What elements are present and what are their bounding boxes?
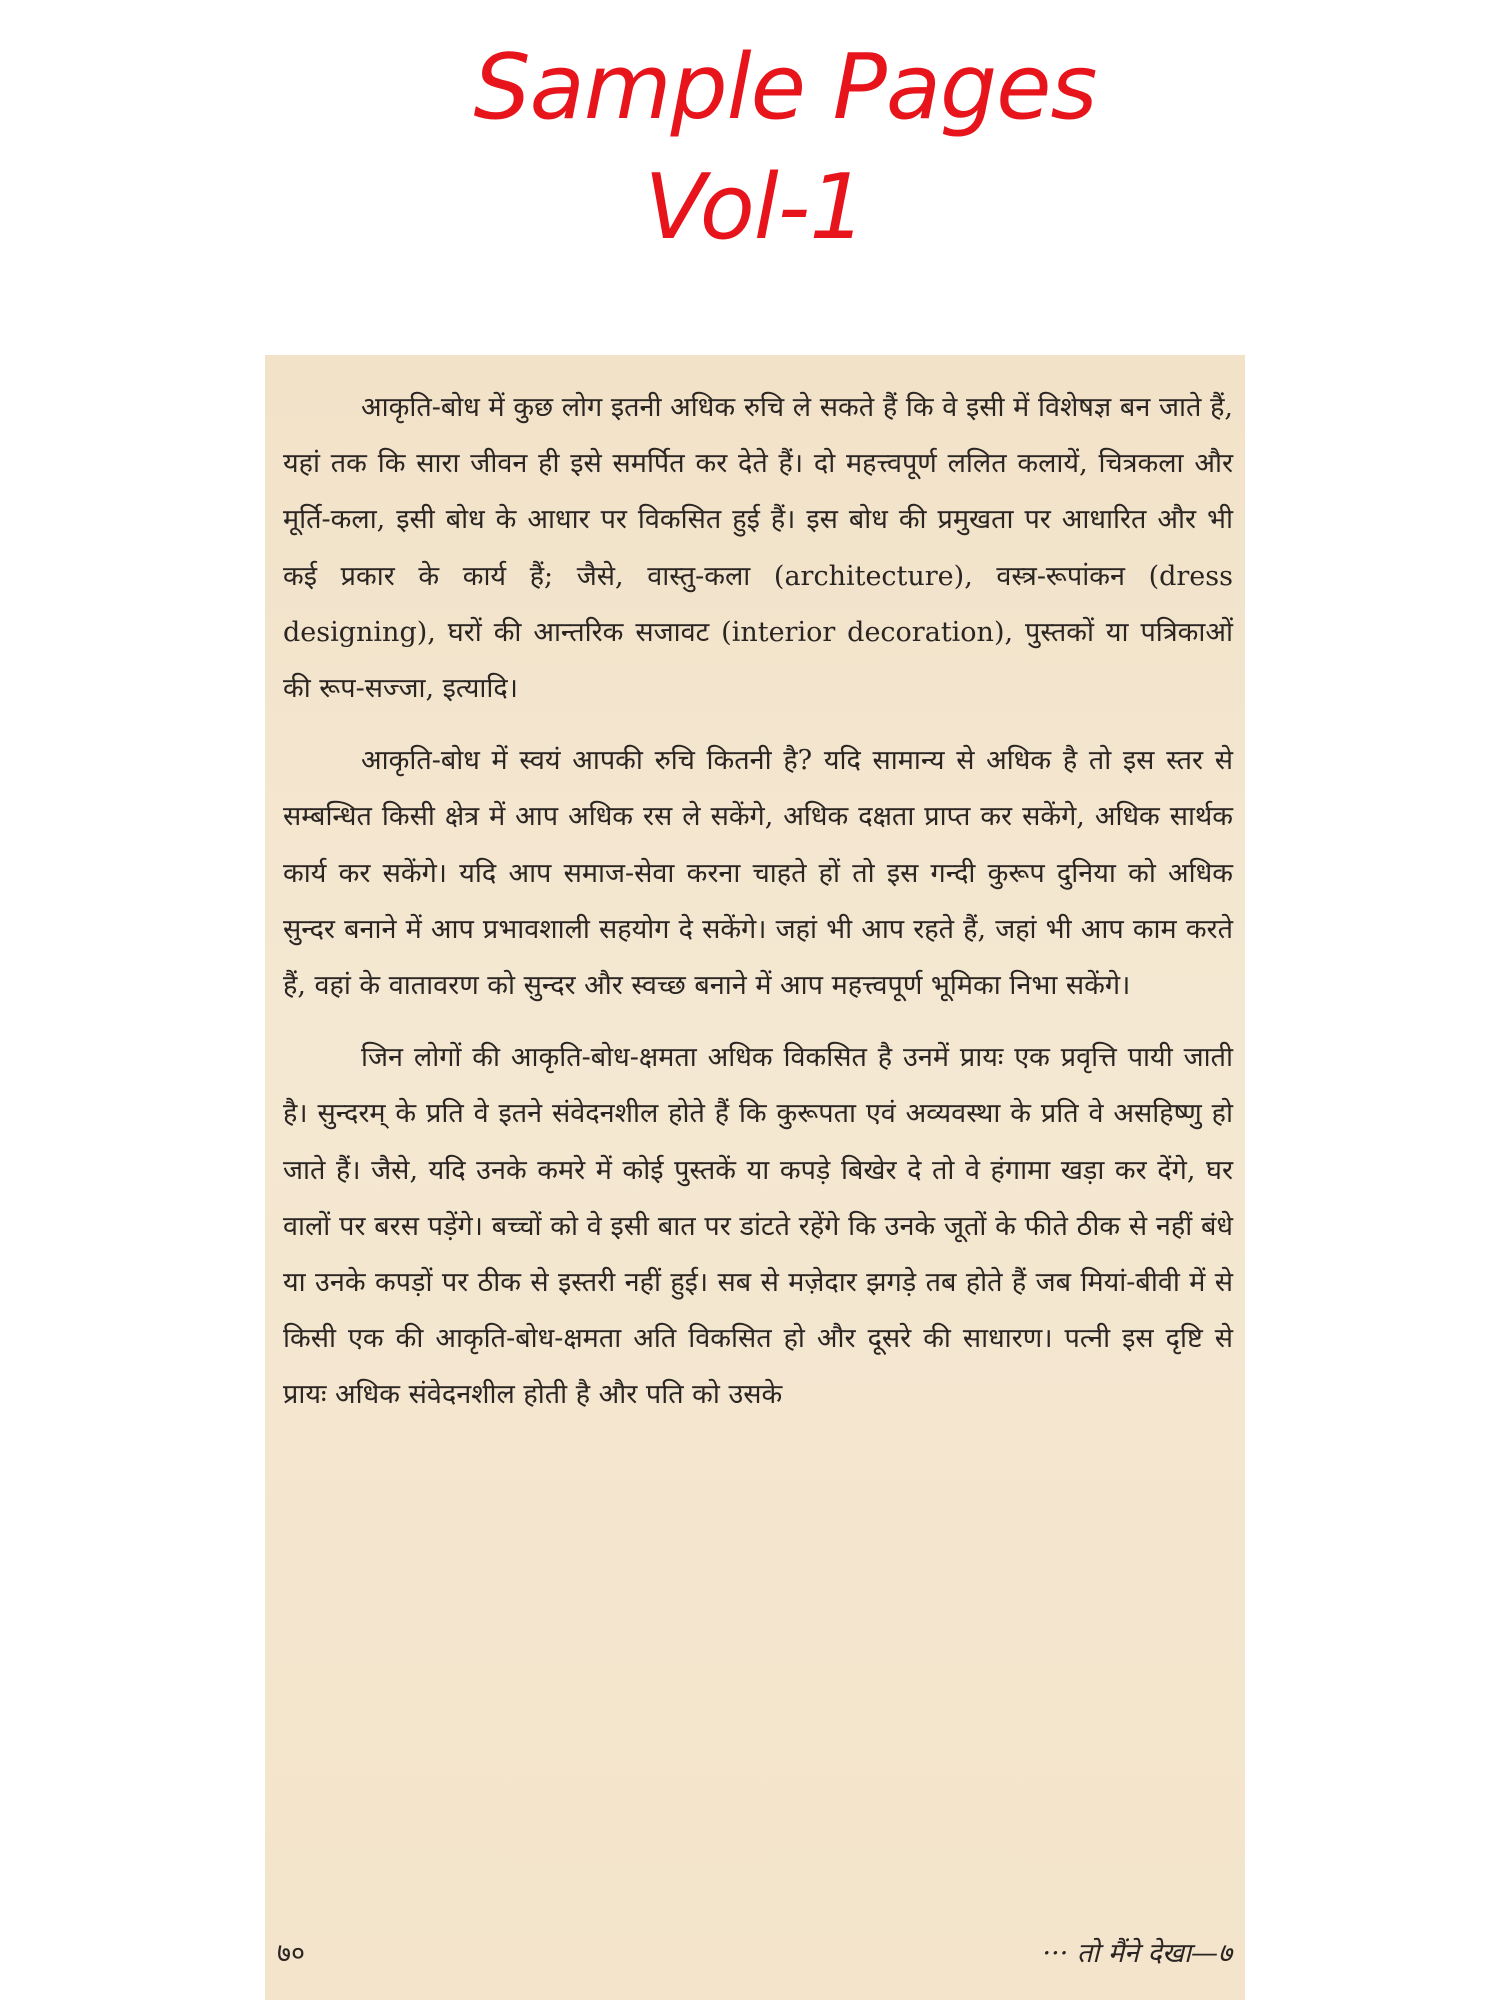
header-title: Sample Pages (473, 35, 1097, 140)
paragraph-2: आकृति-बोध में स्वयं आपकी रुचि कितनी है? यदि सामान्य से अधिक है तो इस स्तर से सम्बन्धित किसी क्षेत्र में आप अधिक रस ले सकेंगे, अधिक दक्षता प्राप्त कर सकेंगे, अधिक सार्थक कार्य कर सकेंगे। यदि आप समाज-सेवा करना चाहते हों तो इस गन्दी कुरूप दुनिया को अधिक सुन्दर बनाने में आप प्रभावशाली सहयोग दे सकेंगे। जहां भी आप रहते हैं, जहां भी आप काम करते हैं, वहां के वातावरण को सुन्दर और स्वच्छ बनाने में आप महत्त्वपूर्ण भूमिका निभा सकेंगे। (283, 745, 1233, 1002)
running-footer: ··· तो मैंने देखा—७ (1042, 1938, 1232, 1969)
paragraph-1: आकृति-बोध में कुछ लोग इतनी अधिक रुचि ले सकते हैं कि वे इसी में विशेषज्ञ बन जाते हैं, यहां तक कि सारा जीवन ही इसे समर्पित कर देते हैं। दो महत्त्वपूर्ण ललित कलायें, चित्रकला और मूर्ति-कला, इसी बोध के आधार पर विकसित हुई हैं। इस बोध की प्रमुखता पर आधारित और भी कई प्रकार के कार्य हैं; जैसे, वास्तु-कला (architecture), वस्त्र-रूपांकन (dress designing), घरों की आन्तरिक सजावट (interior decoration), पुस्तकों या पत्रिकाओं की रूप-सज्जा, इत्यादि। (283, 392, 1233, 705)
header-volume: Vol-1 (644, 155, 866, 260)
book-page-scan (265, 355, 1245, 2000)
page-number: ७० (277, 1938, 306, 1969)
sample-pages-header (0, 0, 1500, 330)
page-body (283, 380, 1233, 1424)
paragraph-3: जिन लोगों की आकृति-बोध-क्षमता अधिक विकसित है उनमें प्रायः एक प्रवृत्ति पायी जाती है। सुन्दरम् के प्रति वे इतने संवेदनशील होते हैं कि कुरूपता एवं अव्यवस्था के प्रति वे असहिष्णु हो जाते हैं। जैसे, यदि उनके कमरे में कोई पुस्तकें या कपड़े बिखेर दे तो वे हंगामा खड़ा कर देंगे, घर वालों पर बरस पड़ेंगे। बच्चों को वे इसी बात पर डांटते रहेंगे कि उनके जूतों के फीते ठीक से नहीं बंधे या उनके कपड़ों पर ठीक से इस्तरी नहीं हुई। सब से मज़ेदार झगड़े तब होते हैं जब मियां-बीवी में से किसी एक की आकृति-बोध-क्षमता अति विकसित हो और दूसरे की साधारण। पत्नी इस दृष्टि से प्रायः अधिक संवेदनशील होती है और पति को उसके (283, 1042, 1233, 1411)
page-footer (277, 1933, 1232, 1983)
